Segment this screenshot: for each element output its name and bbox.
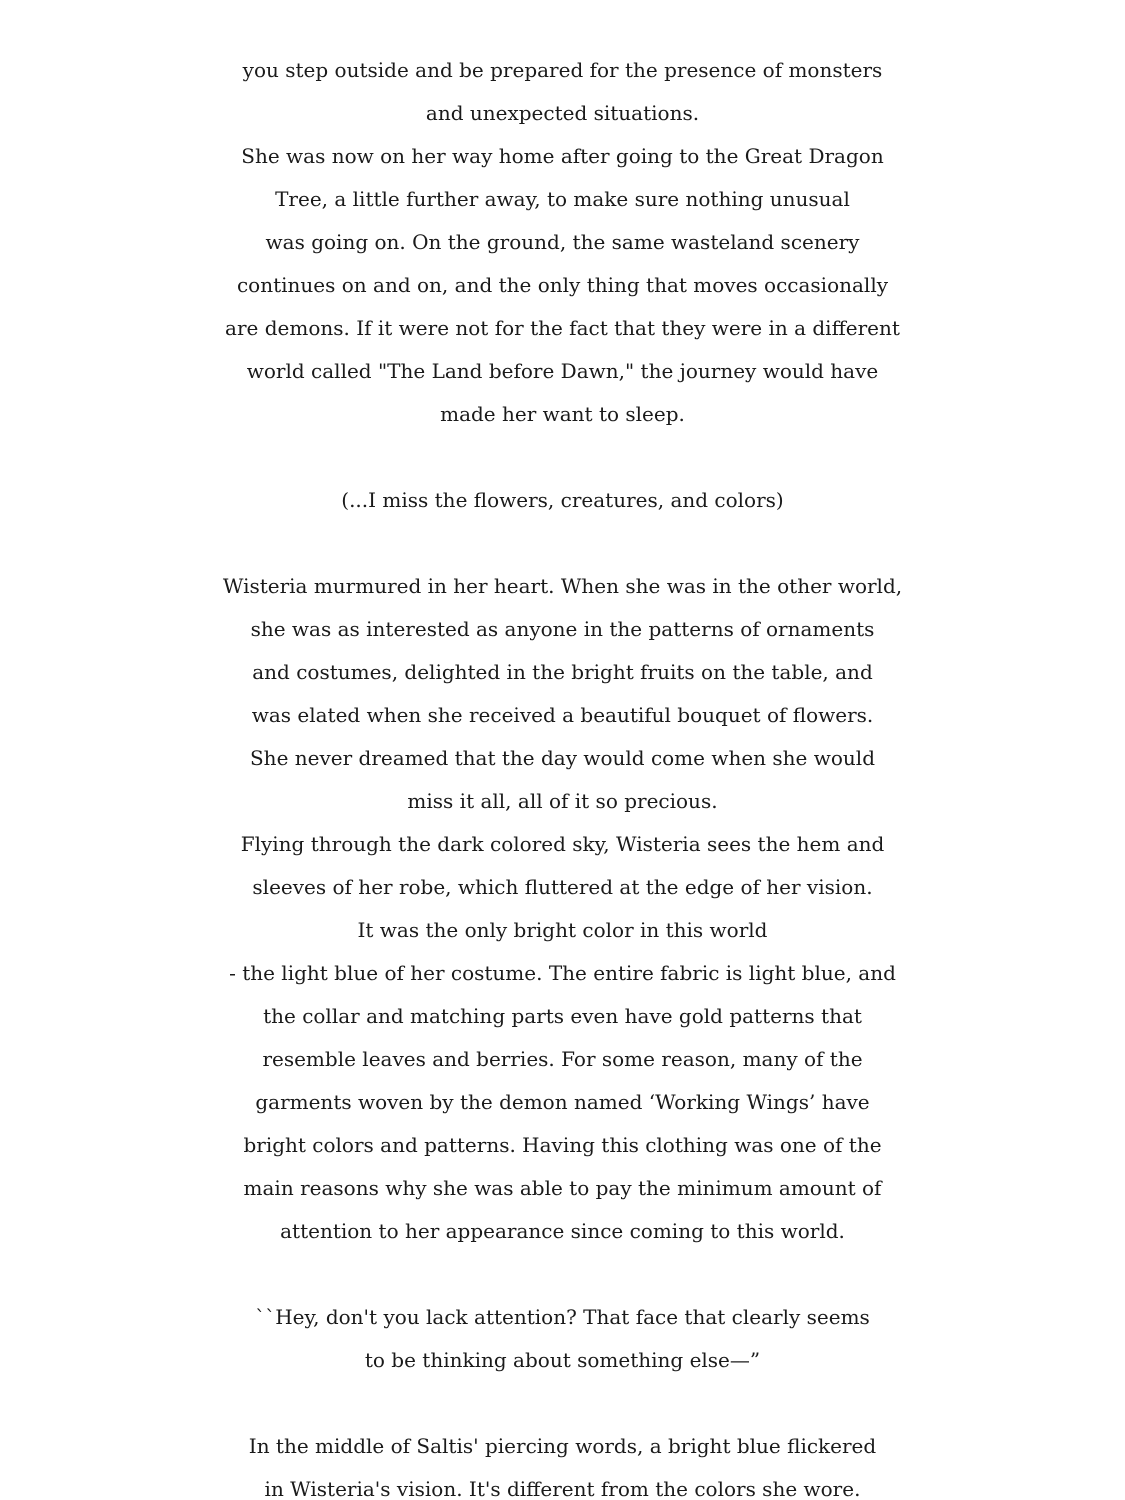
text-line: attention to her appearance since coming to this world.: [280, 1219, 845, 1243]
text-line: Tree, a little further away, to make sure nothing unusual: [275, 187, 850, 211]
text-line: in Wisteria's vision. It's different from the colors she wore.: [264, 1477, 861, 1500]
text-line: (...I miss the flowers, creatures, and colors): [341, 488, 784, 512]
text-line: Wisteria murmured in her heart. When she was in the other world,: [222, 574, 903, 598]
text-line: world called "The Land before Dawn," the journey would have: [246, 359, 879, 383]
text-line: was elated when she received a beautiful bouquet of flowers.: [251, 703, 874, 727]
text-line: continues on and on, and the only thing that moves occasionally: [236, 273, 889, 297]
text-line: to be thinking about something else—”: [364, 1348, 761, 1372]
blank-line: [0, 436, 1125, 479]
text-line: are demons. If it were not for the fact that they were in a different: [225, 316, 900, 340]
text-line: It was the only bright color in this world: [357, 918, 768, 942]
text-line: In the middle of Saltis' piercing words, a bright blue flickered: [248, 1434, 877, 1458]
text-line: and unexpected situations.: [425, 101, 700, 125]
text-line: miss it all, all of it so precious.: [407, 789, 718, 813]
text-line: was going on. On the ground, the same wasteland scenery: [265, 230, 860, 254]
text-line: made her want to sleep.: [440, 402, 685, 426]
text-line: you step outside and be prepared for the presence of monsters: [242, 58, 883, 82]
document-body: [0, 49, 1125, 1500]
text-line: she was as interested as anyone in the patterns of ornaments: [250, 617, 875, 641]
text-line: ``Hey, don't you lack attention? That face that clearly seems: [255, 1305, 870, 1329]
blank-line: [0, 522, 1125, 565]
text-line: and costumes, delighted in the bright fruits on the table, and: [252, 660, 873, 684]
text-line: bright colors and patterns. Having this clothing was one of the: [243, 1133, 882, 1157]
text-line: main reasons why she was able to pay the minimum amount of: [243, 1176, 882, 1200]
text-line: She was now on her way home after going to the Great Dragon: [241, 144, 884, 168]
text-line: sleeves of her robe, which fluttered at the edge of her vision.: [252, 875, 873, 899]
text-line: resemble leaves and berries. For some reason, many of the: [262, 1047, 863, 1071]
text-line: the collar and matching parts even have gold patterns that: [263, 1004, 862, 1028]
text-line: Flying through the dark colored sky, Wisteria sees the hem and: [240, 832, 885, 856]
blank-line: [0, 1253, 1125, 1296]
text-line: garments woven by the demon named ‘Working Wings’ have: [255, 1090, 870, 1114]
text-line: She never dreamed that the day would come when she would: [249, 746, 875, 770]
text-line: - the light blue of her costume. The entire fabric is light blue, and: [229, 961, 896, 985]
blank-line: [0, 1382, 1125, 1425]
